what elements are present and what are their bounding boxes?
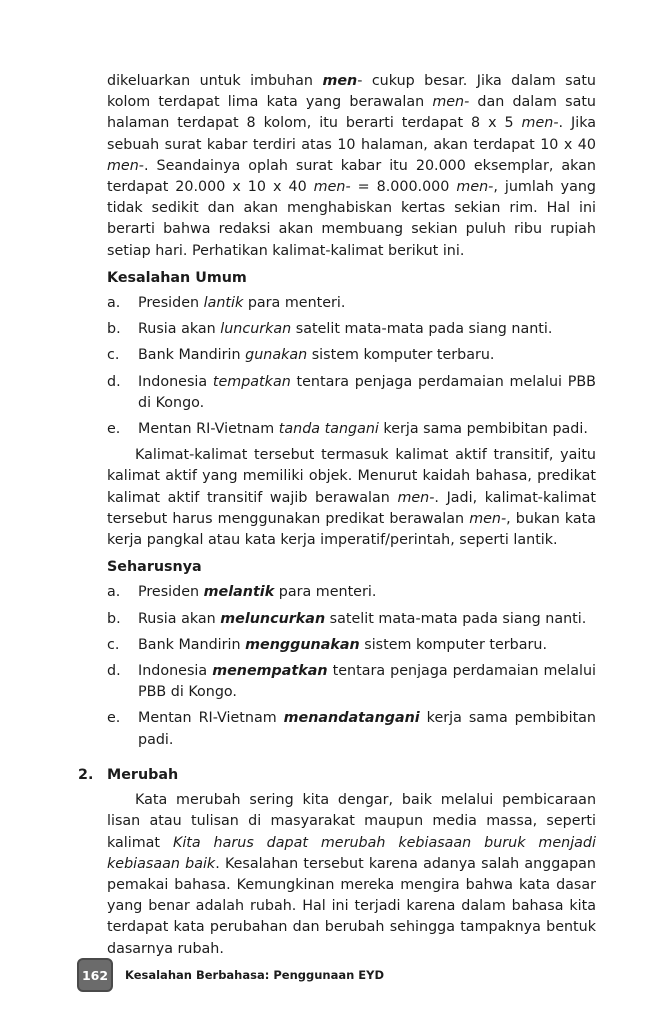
- list-marker: c.: [107, 636, 120, 653]
- example-sentence: Kita harus dapat merubah kebiasaan buruk menjadi kebiasaan baik: [107, 834, 596, 872]
- item-emphasis: luncurkan: [220, 321, 292, 338]
- list-item: [107, 708, 596, 750]
- item-emphasis: gunakan: [245, 347, 308, 364]
- list-marker: b.: [107, 321, 121, 338]
- page-footer: [77, 959, 577, 991]
- list-item: [107, 319, 596, 340]
- item-text: Indonesia: [138, 373, 213, 390]
- section-text: Kata merubah sering kita dengar, baik melalui pembicaraan lisan atau tulisan di masyarakat maupun media massa, seperti kalimat: [107, 792, 596, 851]
- section-text: . Kesalahan tersebut karena adanya salah anggapan pemakai bahasa. Kemungkinan mereka mengira bahwa kata dasar yang benar adalah rubah. Hal ini terjadi karena dalam bahasa kita terdapat kata perubahan dan berubah sehingga tampaknya bentuk dasarnya rubah.: [107, 855, 596, 957]
- intro-text: dikeluarkan untuk imbuhan: [107, 73, 323, 89]
- list-item: [107, 609, 596, 630]
- intro-text: - cukup besar. Jika dalam satu kolom terdapat lima kata yang berawalan: [107, 73, 596, 111]
- list-item: [107, 293, 596, 314]
- list-item: [107, 635, 596, 656]
- list-marker: e.: [107, 421, 121, 438]
- list-marker: a.: [107, 295, 121, 312]
- item-text: kerja sama pembibitan padi.: [378, 421, 588, 438]
- item-text: Bank Mandirin: [138, 636, 246, 653]
- section-paragraph: [107, 790, 596, 960]
- page-content: [78, 71, 597, 960]
- item-text: para menteri.: [274, 584, 377, 601]
- item-text: satelit mata-mata pada siang nanti.: [325, 610, 587, 627]
- item-emphasis: menggunakan: [245, 636, 360, 653]
- list-marker: d.: [107, 373, 121, 390]
- list-marker: a.: [107, 584, 121, 601]
- errors-heading: Kesalahan Umum: [107, 269, 247, 286]
- explanation-text: , bukan kata kerja pangkal atau kata kerja imperatif/perintah, seperti lantik.: [107, 510, 596, 549]
- intro-text: dan dalam satu halaman terdapat 8 kolom, itu berarti terdapat 8 x 5: [107, 94, 596, 132]
- section-heading: [78, 765, 596, 786]
- intro-paragraph: [107, 71, 596, 262]
- intro-text: , jumlah yang tidak sedikit dan akan menghabiskan kertas sekian rim. Hal ini berarti bahwa redaksi akan membuang sekian puluh ribu rupiah setiap hari. Perhatikan kalimat-kalimat berikut ini.: [107, 179, 597, 259]
- item-text: Rusia akan: [138, 610, 221, 627]
- section-title: Merubah: [107, 766, 179, 783]
- intro-text: = 8.000.000: [350, 179, 457, 196]
- item-text: para menteri.: [243, 295, 346, 312]
- item-emphasis: melantik: [203, 584, 275, 601]
- item-text: kerja sama pembibitan padi.: [138, 710, 596, 748]
- item-text: Presiden: [138, 295, 204, 312]
- item-text: Indonesia: [138, 663, 213, 680]
- list-item: [107, 582, 596, 603]
- page-number: 162: [77, 958, 113, 992]
- intro-text: . Jika sebuah surat kabar terdiri atas 10 halaman, akan terdapat 10 x 40: [107, 115, 596, 153]
- intro-emphasis: men: [322, 73, 358, 89]
- explanation-italic: men-: [469, 510, 507, 527]
- correct-heading: Seharusnya: [107, 559, 202, 576]
- errors-list: [107, 293, 596, 440]
- intro-italic: men-: [432, 94, 470, 111]
- item-text: Mentan RI-Vietnam: [138, 710, 284, 727]
- explanation-paragraph: [107, 445, 596, 551]
- item-text: tentara penjaga perdamaian melalui PBB di Kongo.: [138, 373, 596, 411]
- item-emphasis: tempatkan: [212, 373, 291, 390]
- item-emphasis: lantik: [203, 295, 244, 312]
- intro-italic: men-: [456, 179, 494, 196]
- section-number: 2.: [78, 766, 94, 783]
- item-text: Bank Mandirin: [138, 347, 246, 364]
- item-emphasis: menempatkan: [212, 663, 328, 680]
- item-text: satelit mata-mata pada siang nanti.: [291, 321, 553, 338]
- list-marker: c.: [107, 347, 120, 364]
- item-emphasis: meluncurkan: [220, 610, 326, 627]
- list-marker: d.: [107, 663, 121, 680]
- list-marker: e.: [107, 710, 121, 727]
- intro-italic: men-: [107, 157, 144, 174]
- list-item: [107, 661, 596, 703]
- item-text: Mentan RI-Vietnam: [138, 421, 279, 438]
- list-marker: b.: [107, 610, 121, 627]
- item-text: tentara penjaga perdamaian melalui PBB di Kongo.: [138, 663, 596, 701]
- intro-text: . Seandainya oplah surat kabar itu 20.000 eksemplar, akan terdapat 20.000 x 10 x 40: [107, 157, 596, 196]
- running-title: Kesalahan Berbahasa: Penggunaan EYD: [125, 968, 385, 982]
- item-text: sistem komputer terbaru.: [307, 347, 495, 364]
- item-emphasis: tanda tangani: [278, 421, 379, 438]
- list-item: [107, 419, 596, 440]
- list-item: [107, 345, 596, 366]
- explanation-italic: men-: [397, 489, 435, 506]
- explanation-text: Kalimat-kalimat tersebut termasuk kalimat aktif transitif, yaitu kalimat aktif yang memiliki objek. Menurut kaidah bahasa, predikat kalimat aktif transitif wajib berawalan: [107, 447, 596, 506]
- item-text: sistem komputer terbaru.: [359, 636, 547, 653]
- item-emphasis: menandatangani: [283, 710, 420, 727]
- intro-italic: men-: [313, 179, 351, 196]
- correct-list: [107, 582, 596, 750]
- list-item: [107, 372, 596, 414]
- item-text: Rusia akan: [138, 321, 221, 338]
- item-text: Presiden: [138, 584, 204, 601]
- explanation-text: . Jadi, kalimat-kalimat tersebut harus menggunakan predikat berawalan: [107, 489, 596, 527]
- intro-italic: men-: [521, 115, 559, 132]
